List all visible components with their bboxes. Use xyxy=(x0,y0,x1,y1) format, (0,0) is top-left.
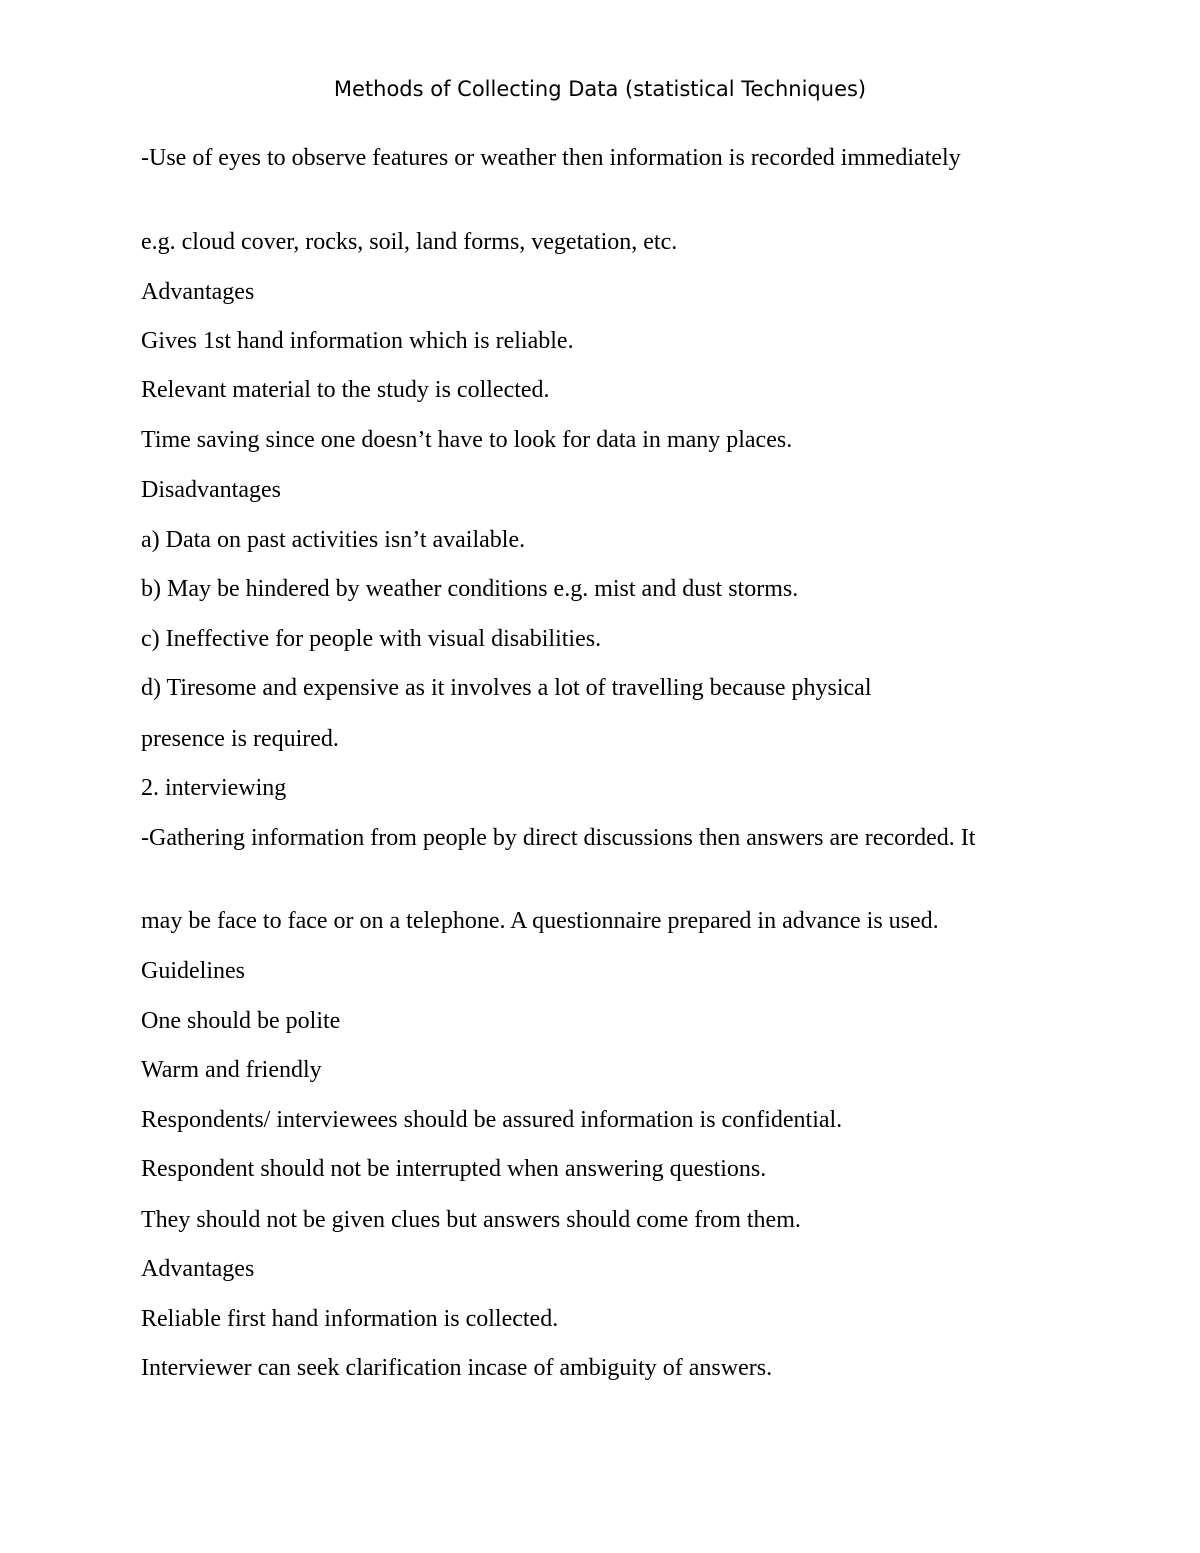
list-item: a) Data on past activities isn’t available. xyxy=(141,527,526,553)
heading-advantages-interviewing: Advantages xyxy=(141,1256,255,1282)
list-item: Time saving since one doesn’t have to look for data in many places. xyxy=(141,427,793,453)
list-item: Respondents/ interviewees should be assured information is confidential. xyxy=(141,1107,843,1133)
list-item: d) Tiresome and expensive as it involves a lot of travelling because physical xyxy=(141,675,872,701)
document-title: Methods of Collecting Data (statistical Techniques) xyxy=(333,77,867,101)
paragraph-observation-intro: -Use of eyes to observe features or weather then information is recorded immediately xyxy=(141,145,961,171)
heading-guidelines: Guidelines xyxy=(141,958,245,984)
heading-advantages-observation: Advantages xyxy=(141,279,255,305)
list-item: b) May be hindered by weather conditions e.g. mist and dust storms. xyxy=(141,576,799,602)
list-item: Warm and friendly xyxy=(141,1057,322,1083)
paragraph-examples: e.g. cloud cover, rocks, soil, land forms, vegetation, etc. xyxy=(141,229,678,255)
list-item: They should not be given clues but answers should come from them. xyxy=(141,1207,801,1233)
list-item: Interviewer can seek clarification incase of ambiguity of answers. xyxy=(141,1355,773,1381)
heading-interviewing: 2. interviewing xyxy=(141,775,287,801)
heading-disadvantages: Disadvantages xyxy=(141,477,281,503)
list-item: Gives 1st hand information which is reliable. xyxy=(141,328,574,354)
list-item: One should be polite xyxy=(141,1008,341,1034)
paragraph-interviewing-intro: -Gathering information from people by direct discussions then answers are recorded. It xyxy=(141,825,976,851)
list-item: Reliable first hand information is collected. xyxy=(141,1306,559,1332)
list-item: c) Ineffective for people with visual disabilities. xyxy=(141,626,602,652)
list-item: Respondent should not be interrupted when answering questions. xyxy=(141,1156,767,1182)
list-item-continuation: presence is required. xyxy=(141,726,339,752)
list-item: Relevant material to the study is collected. xyxy=(141,377,550,403)
paragraph-interviewing-detail: may be face to face or on a telephone. A questionnaire prepared in advance is used. xyxy=(141,908,939,934)
